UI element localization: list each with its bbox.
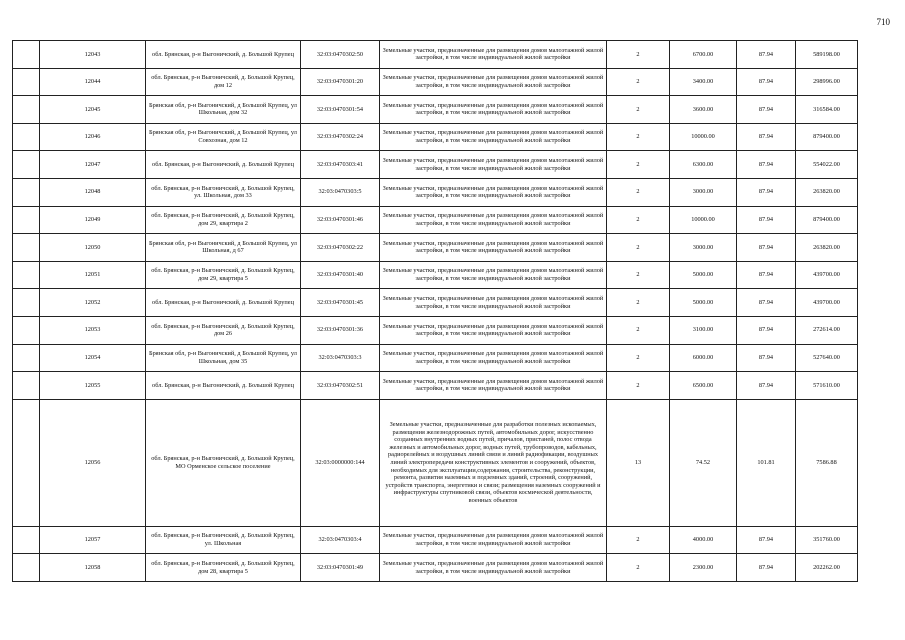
cadastral-value-cell: 351760.00: [796, 526, 858, 554]
address-cell: обл. Брянская, р-н Выгоничский, д. Большой Крупец, ул. Школьная: [146, 526, 301, 554]
spacer-cell: [13, 344, 40, 372]
cadastral-number-cell: 32:03:0470302:50: [301, 41, 380, 69]
group-cell: 2: [607, 68, 670, 96]
group-cell: 2: [607, 206, 670, 234]
spacer-cell: [13, 261, 40, 289]
area-cell: 10000.00: [670, 206, 737, 234]
cadastral-number-cell: 32:03:0000000:144: [301, 399, 380, 526]
spacer-cell: [13, 526, 40, 554]
area-cell: 6000.00: [670, 344, 737, 372]
group-cell: 2: [607, 316, 670, 344]
table-row: [13, 399, 858, 526]
spacer-cell: [13, 123, 40, 151]
land-use-cell: Земельные участки, предназначенные для размещения домов малоэтажной жилой застройки, в том числе индивидуальной жилой застройки: [380, 289, 607, 317]
row-number-cell: 12057: [40, 526, 146, 554]
address-cell: Брянская обл, р-н Выгоничский, д Большой Крупец, ул Школьная, д 67: [146, 234, 301, 262]
row-number-cell: 12050: [40, 234, 146, 262]
area-cell: 2300.00: [670, 554, 737, 582]
group-cell: 2: [607, 178, 670, 206]
spacer-cell: [13, 178, 40, 206]
cadastral-number-cell: 32:03:0470303:4: [301, 526, 380, 554]
spacer-cell: [13, 316, 40, 344]
land-use-cell: Земельные участки, предназначенные для размещения домов малоэтажной жилой застройки, в том числе индивидуальной жилой застройки: [380, 41, 607, 69]
land-use-cell: Земельные участки, предназначенные для размещения домов малоэтажной жилой застройки, в том числе индивидуальной жилой застройки: [380, 68, 607, 96]
land-use-cell: Земельные участки, предназначенные для размещения домов малоэтажной жилой застройки, в том числе индивидуальной жилой застройки: [380, 344, 607, 372]
land-registry-table: [12, 40, 858, 582]
cadastral-value-cell: 879400.00: [796, 206, 858, 234]
spacer-cell: [13, 206, 40, 234]
area-cell: 4000.00: [670, 526, 737, 554]
address-cell: Брянская обл, р-н Выгоничский, д Большой Крупец, ул Школьная, дом 35: [146, 344, 301, 372]
spacer-cell: [13, 41, 40, 69]
cadastral-number-cell: 32:03:0470302:24: [301, 123, 380, 151]
rate-cell: 87.94: [737, 234, 796, 262]
rate-cell: 87.94: [737, 554, 796, 582]
area-cell: 6500.00: [670, 372, 737, 400]
row-number-cell: 12058: [40, 554, 146, 582]
cadastral-value-cell: 202262.00: [796, 554, 858, 582]
row-number-cell: 12053: [40, 316, 146, 344]
spacer-cell: [13, 68, 40, 96]
spacer-cell: [13, 151, 40, 179]
cadastral-value-cell: 263820.00: [796, 178, 858, 206]
address-cell: обл. Брянская, р-н Выгоничский, д. Большой Крупец, дом 12: [146, 68, 301, 96]
table-row: [13, 123, 858, 151]
group-cell: 2: [607, 151, 670, 179]
land-use-cell: Земельные участки, предназначенные для размещения домов малоэтажной жилой застройки, в том числе индивидуальной жилой застройки: [380, 554, 607, 582]
row-number-cell: 12051: [40, 261, 146, 289]
address-cell: обл. Брянская, р-н Выгоничский, д. Большой Крупец: [146, 41, 301, 69]
group-cell: 2: [607, 234, 670, 262]
table-row: [13, 206, 858, 234]
table-row: [13, 261, 858, 289]
address-cell: обл. Брянская, р-н Выгоничский, д. Большой Крупец, дом 29, квартира 2: [146, 206, 301, 234]
rate-cell: 87.94: [737, 316, 796, 344]
group-cell: 2: [607, 96, 670, 124]
group-cell: 13: [607, 399, 670, 526]
cadastral-number-cell: 32:03:0470301:46: [301, 206, 380, 234]
area-cell: 74.52: [670, 399, 737, 526]
table-row: [13, 234, 858, 262]
rate-cell: 87.94: [737, 123, 796, 151]
area-cell: 3100.00: [670, 316, 737, 344]
group-cell: 2: [607, 526, 670, 554]
table-row: [13, 289, 858, 317]
table-row: [13, 96, 858, 124]
group-cell: 2: [607, 261, 670, 289]
row-number-cell: 12043: [40, 41, 146, 69]
land-use-cell: Земельные участки, предназначенные для размещения домов малоэтажной жилой застройки, в том числе индивидуальной жилой застройки: [380, 178, 607, 206]
row-number-cell: 12047: [40, 151, 146, 179]
table-row: [13, 151, 858, 179]
spacer-cell: [13, 554, 40, 582]
cadastral-value-cell: 316584.00: [796, 96, 858, 124]
area-cell: 3000.00: [670, 234, 737, 262]
land-use-cell: Земельные участки, предназначенные для размещения домов малоэтажной жилой застройки, в том числе индивидуальной жилой застройки: [380, 123, 607, 151]
rate-cell: 87.94: [737, 526, 796, 554]
cadastral-number-cell: 32:03:0470301:20: [301, 68, 380, 96]
address-cell: обл. Брянская, р-н Выгоничский, д. Большой Крупец, дом 28, квартира 5: [146, 554, 301, 582]
cadastral-number-cell: 32:03:0470301:49: [301, 554, 380, 582]
area-cell: 6300.00: [670, 151, 737, 179]
land-use-cell: Земельные участки, предназначенные для размещения домов малоэтажной жилой застройки, в том числе индивидуальной жилой застройки: [380, 372, 607, 400]
address-cell: обл. Брянская, р-н Выгоничский, д. Большой Крупец: [146, 151, 301, 179]
cadastral-number-cell: 32:03:0470301:45: [301, 289, 380, 317]
address-cell: Брянская обл, р-н Выгоничский, д Большой Крупец, ул Школьная, дом 32: [146, 96, 301, 124]
cadastral-number-cell: 32:03:0470303:3: [301, 344, 380, 372]
cadastral-value-cell: 439700.00: [796, 261, 858, 289]
group-cell: 2: [607, 344, 670, 372]
row-number-cell: 12054: [40, 344, 146, 372]
table-row: [13, 554, 858, 582]
cadastral-number-cell: 32:03:0470302:22: [301, 234, 380, 262]
cadastral-number-cell: 32:03:0470301:40: [301, 261, 380, 289]
row-number-cell: 12045: [40, 96, 146, 124]
cadastral-value-cell: 7586.88: [796, 399, 858, 526]
cadastral-value-cell: 527640.00: [796, 344, 858, 372]
row-number-cell: 12049: [40, 206, 146, 234]
land-use-cell: Земельные участки, предназначенные для размещения домов малоэтажной жилой застройки, в том числе индивидуальной жилой застройки: [380, 261, 607, 289]
land-use-cell: Земельные участки, предназначенные для размещения домов малоэтажной жилой застройки, в том числе индивидуальной жилой застройки: [380, 526, 607, 554]
address-cell: обл. Брянская, р-н Выгоничский, д. Большой Крупец: [146, 289, 301, 317]
group-cell: 2: [607, 554, 670, 582]
cadastral-value-cell: 554022.00: [796, 151, 858, 179]
table-row: [13, 344, 858, 372]
cadastral-number-cell: 32:03:0470301:54: [301, 96, 380, 124]
group-cell: 2: [607, 123, 670, 151]
land-use-cell: Земельные участки, предназначенные для размещения домов малоэтажной жилой застройки, в том числе индивидуальной жилой застройки: [380, 151, 607, 179]
table-row: [13, 316, 858, 344]
table-row: [13, 68, 858, 96]
area-cell: 3400.00: [670, 68, 737, 96]
rate-cell: 87.94: [737, 344, 796, 372]
rate-cell: 87.94: [737, 261, 796, 289]
cadastral-value-cell: 589198.00: [796, 41, 858, 69]
table-body: [13, 41, 858, 582]
rate-cell: 87.94: [737, 96, 796, 124]
land-use-cell: Земельные участки, предназначенные для размещения домов малоэтажной жилой застройки, в том числе индивидуальной жилой застройки: [380, 234, 607, 262]
group-cell: 2: [607, 372, 670, 400]
land-use-cell: Земельные участки, предназначенные для размещения домов малоэтажной жилой застройки, в том числе индивидуальной жилой застройки: [380, 96, 607, 124]
rate-cell: 87.94: [737, 206, 796, 234]
table-row: [13, 372, 858, 400]
land-use-cell: Земельные участки, предназначенные для размещения домов малоэтажной жилой застройки, в том числе индивидуальной жилой застройки: [380, 316, 607, 344]
area-cell: 6700.00: [670, 41, 737, 69]
land-use-cell: Земельные участки, предназначенные для разработки полезных ископаемых, размещения железнодорожных путей, автомобильных дорог, искусственно созданных внутренних водных путей, причалов, пристаней, полос отвода железных и автомобильных дорог, водных путей, трубопроводов, кабельных, радиорелейных и воздушных линий связи и линий радиофикации, воздушных линий электропередачи конструктивных элементов и сооружений, объектов, необходимых для эксплуатации,содержания, строительства, реконструкции, ремонта, развития наземных и подземных зданий, строений, сооружений, устройств транспорта, энергетики и связи; размещения наземных сооружений и инфраструктуры спутниковой связи, объектов космической деятельности, военных объектов: [380, 399, 607, 526]
area-cell: 3000.00: [670, 178, 737, 206]
address-cell: обл. Брянская, р-н Выгоничский, д. Большой Крупец, дом 26: [146, 316, 301, 344]
cadastral-value-cell: 571610.00: [796, 372, 858, 400]
address-cell: обл. Брянская, р-н Выгоничский, д. Большой Крупец, ул. Школьная, дом 33: [146, 178, 301, 206]
cadastral-number-cell: 32:03:0470302:51: [301, 372, 380, 400]
spacer-cell: [13, 96, 40, 124]
table-row: [13, 178, 858, 206]
cadastral-value-cell: 272614.00: [796, 316, 858, 344]
row-number-cell: 12056: [40, 399, 146, 526]
land-use-cell: Земельные участки, предназначенные для размещения домов малоэтажной жилой застройки, в том числе индивидуальной жилой застройки: [380, 206, 607, 234]
rate-cell: 87.94: [737, 68, 796, 96]
spacer-cell: [13, 372, 40, 400]
row-number-cell: 12055: [40, 372, 146, 400]
cadastral-number-cell: 32:03:0470303:5: [301, 178, 380, 206]
cadastral-value-cell: 263820.00: [796, 234, 858, 262]
row-number-cell: 12046: [40, 123, 146, 151]
cadastral-value-cell: 879400.00: [796, 123, 858, 151]
address-cell: обл. Брянская, р-н Выгоничский, д. Большой Крупец: [146, 372, 301, 400]
group-cell: 2: [607, 289, 670, 317]
cadastral-value-cell: 298996.00: [796, 68, 858, 96]
page-number: 710: [876, 17, 890, 27]
rate-cell: 87.94: [737, 289, 796, 317]
table-row: [13, 41, 858, 69]
table-row: [13, 526, 858, 554]
row-number-cell: 12048: [40, 178, 146, 206]
rate-cell: 87.94: [737, 41, 796, 69]
rate-cell: 101.81: [737, 399, 796, 526]
rate-cell: 87.94: [737, 372, 796, 400]
rate-cell: 87.94: [737, 151, 796, 179]
spacer-cell: [13, 289, 40, 317]
group-cell: 2: [607, 41, 670, 69]
area-cell: 5000.00: [670, 289, 737, 317]
area-cell: 5000.00: [670, 261, 737, 289]
spacer-cell: [13, 234, 40, 262]
row-number-cell: 12052: [40, 289, 146, 317]
rate-cell: 87.94: [737, 178, 796, 206]
address-cell: обл. Брянская, р-н Выгоничский, д. Большой Крупец, МО Орменское сельское поселение: [146, 399, 301, 526]
row-number-cell: 12044: [40, 68, 146, 96]
area-cell: 10000.00: [670, 123, 737, 151]
cadastral-value-cell: 439700.00: [796, 289, 858, 317]
cadastral-number-cell: 32:03:0470303:41: [301, 151, 380, 179]
spacer-cell: [13, 399, 40, 526]
address-cell: Брянская обл, р-н Выгоничский, д Большой Крупец, ул Совхозная, дом 12: [146, 123, 301, 151]
cadastral-number-cell: 32:03:0470301:36: [301, 316, 380, 344]
area-cell: 3600.00: [670, 96, 737, 124]
address-cell: обл. Брянская, р-н Выгоничский, д. Большой Крупец, дом 29, квартира 5: [146, 261, 301, 289]
